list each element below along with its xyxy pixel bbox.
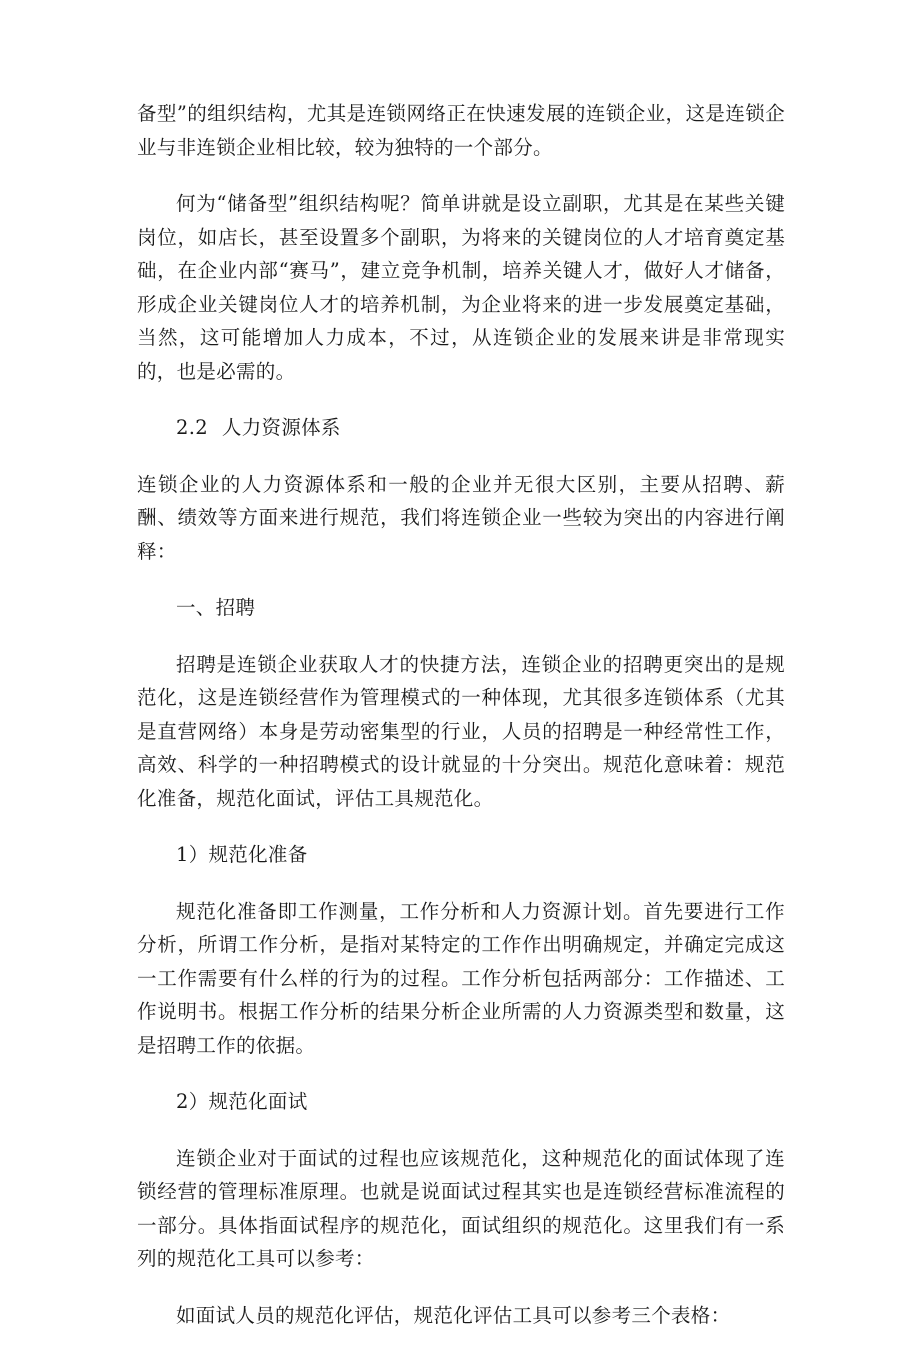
paragraph-standard-preparation: 规范化准备即工作测量，工作分析和人力资源计划。首先要进行工作分析，所谓工作分析，是指对某特定的工作作出明确规定，并确定完成这一工作需要有什么样的行为的过程。工作分析包括两部分：工作描述、工作说明书。根据工作分析的结果分析企业所需的人力资源类型和数量，这是招聘工作的依据。 [137,899,785,1057]
section-title: 人力资源体系 [221,416,341,439]
subheading-recruitment: 一、招聘 [176,596,256,619]
document-body [137,97,785,1355]
paragraph-evaluation-tools: 如面试人员的规范化评估，规范化评估工具可以参考三个表格： [176,1303,731,1327]
section-number: 2.2 [176,416,208,439]
section-heading [137,411,785,445]
paragraph-standard-interview: 连锁企业对于面试的过程也应该规范化，这种规范化的面试体现了连锁经营的管理标准原理。也就是说面试过程其实也是连锁经营标准流程的一部分。具体指面试程序的规范化，面试组织的规范化。这里我们有一系列的规范化工具可以参考： [137,1146,785,1270]
subheading-standard-preparation: 1）规范化准备 [176,843,308,866]
paragraph-hr-system: 连锁企业的人力资源体系和一般的企业并无很大区别，主要从招聘、薪酬、绩效等方面来进行规范，我们将连锁企业一些较为突出的内容进行阐释： [137,472,785,563]
paragraph-recruitment: 招聘是连锁企业获取人才的快捷方法，连锁企业的招聘更突出的是规范化，这是连锁经营作为管理模式的一种体现，尤其很多连锁体系（尤其是直营网络）本身是劳动密集型的行业，人员的招聘是一种经常性工作，高效、科学的一种招聘模式的设计就显的十分突出。规范化意味着：规范化准备，规范化面试，评估工具规范化。 [137,652,785,810]
paragraph-storage-structure-end: 备型”的组织结构，尤其是连锁网络正在快速发展的连锁企业，这是连锁企业与非连锁企业相比较，较为独特的一个部分。 [137,102,785,159]
paragraph-storage-structure-definition: 何为“储备型”组织结构呢？简单讲就是设立副职，尤其是在某些关键岗位，如店长，甚至设置多个副职，为将来的关键岗位的人才培育奠定基础，在企业内部“赛马”，建立竞争机制，培养关键人才，做好人才储备，形成企业关键岗位人才的培养机制，为企业将来的进一步发展奠定基础，当然，这可能增加人力成本，不过，从连锁企业的发展来讲是非常现实的，也是必需的。 [137,192,785,383]
subheading-standard-interview: 2）规范化面试 [176,1090,308,1113]
